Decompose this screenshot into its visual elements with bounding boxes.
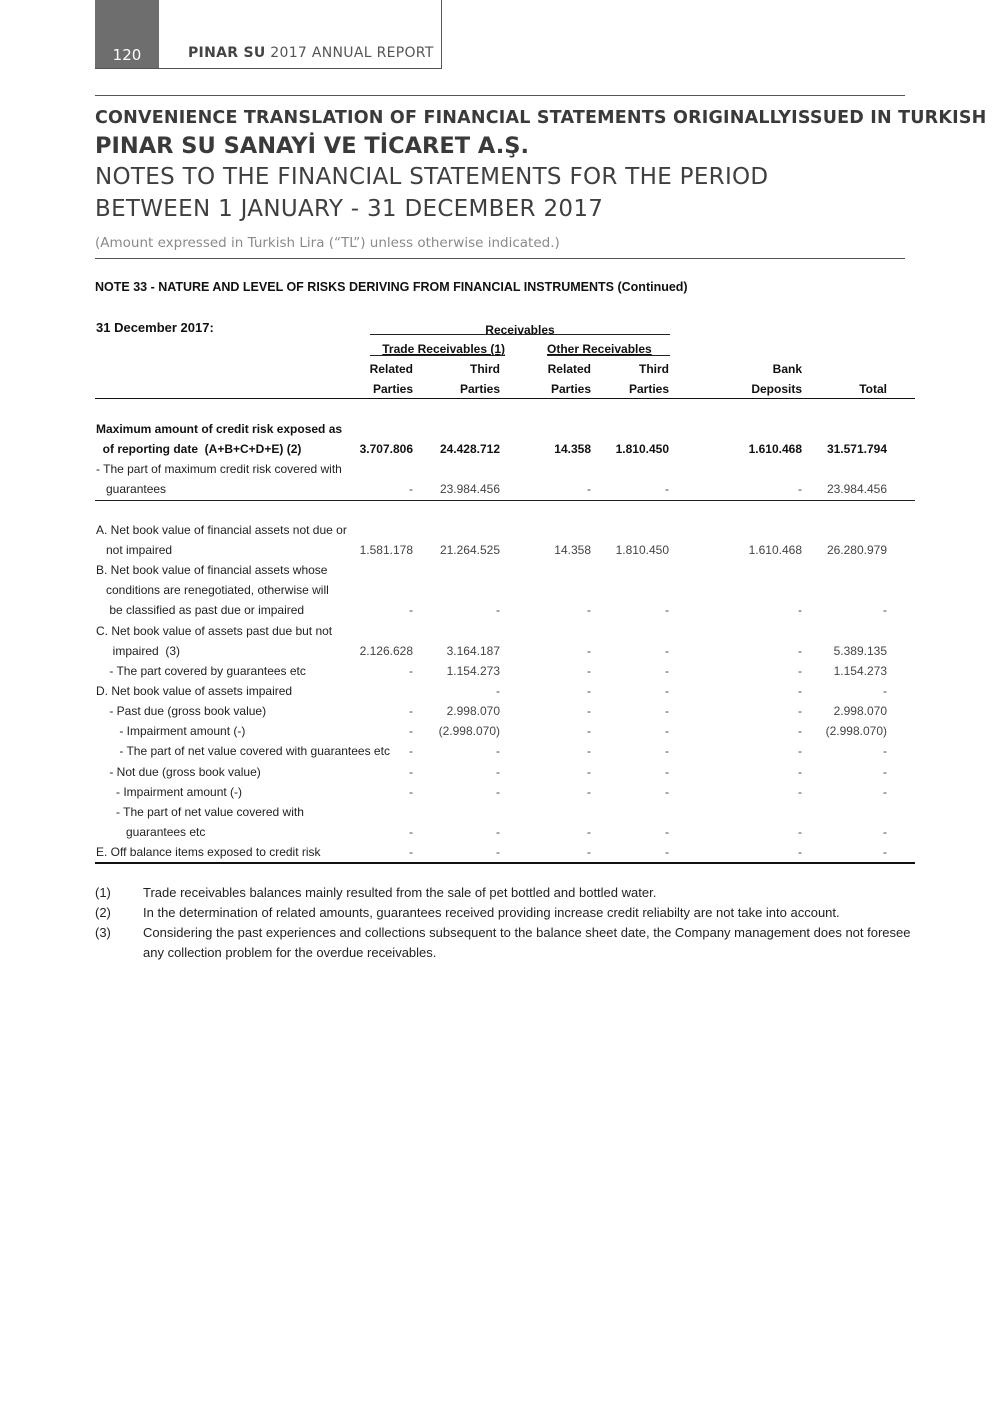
table-row bbox=[95, 782, 915, 802]
convenience-title: CONVENIENCE TRANSLATION OF FINANCIAL STATEMENTS ORIGINALLYISSUED IN TURKISH bbox=[95, 108, 987, 128]
company-name: PINAR SU SANAYİ VE TİCARET A.Ş. bbox=[95, 133, 530, 159]
row-value-col-0: - bbox=[409, 724, 413, 739]
report-name: 2017 ANNUAL REPORT bbox=[270, 45, 434, 61]
table-row bbox=[95, 822, 915, 842]
table-row bbox=[95, 701, 915, 721]
row-value-col-4: - bbox=[798, 704, 802, 719]
footnote-number: (1) bbox=[95, 885, 111, 900]
row-value-col-5: 5.389.135 bbox=[833, 643, 887, 658]
row-label: E. Off balance items exposed to credit risk bbox=[96, 845, 321, 860]
notes-title-line2: BETWEEN 1 JANUARY - 31 DECEMBER 2017 bbox=[95, 196, 604, 222]
row-label: - Not due (gross book value) bbox=[96, 764, 261, 779]
table-row bbox=[95, 540, 915, 560]
col-h2-4: Deposits bbox=[751, 382, 802, 396]
row-value-col-2: - bbox=[587, 724, 591, 739]
row-value-col-0: 2.126.628 bbox=[359, 643, 413, 658]
row-value-col-4: - bbox=[798, 482, 802, 497]
row-value-col-4: 1.610.468 bbox=[748, 442, 802, 457]
row-value-col-0: 1.581.178 bbox=[359, 542, 413, 557]
row-label: B. Net book value of financial assets whose bbox=[96, 563, 328, 578]
row-value-col-4: - bbox=[798, 724, 802, 739]
row-label: C. Net book value of assets past due but not bbox=[96, 623, 333, 638]
row-value-col-3: - bbox=[665, 744, 669, 759]
row-value-col-3: - bbox=[665, 663, 669, 678]
row-value-col-0: - bbox=[409, 603, 413, 618]
trade-receivables-header: Trade Receivables (1) bbox=[382, 342, 505, 356]
row-value-col-1: 3.164.187 bbox=[446, 643, 500, 658]
row-value-col-0: - bbox=[409, 845, 413, 860]
row-value-col-3: - bbox=[665, 724, 669, 739]
table-header-row-3 bbox=[95, 359, 915, 379]
row-value-col-0: - bbox=[409, 784, 413, 799]
row-value-col-5: - bbox=[883, 744, 887, 759]
col-h1-3: Third bbox=[639, 362, 669, 376]
row-value-col-2: - bbox=[587, 784, 591, 799]
note-title: NOTE 33 - NATURE AND LEVEL OF RISKS DERIVING FROM FINANCIAL INSTRUMENTS (Continued) bbox=[95, 280, 688, 294]
row-label: conditions are renegotiated, otherwise will bbox=[96, 583, 329, 598]
row-value-col-0: - bbox=[409, 825, 413, 839]
row-value-col-2: - bbox=[587, 704, 591, 719]
row-value-col-1: - bbox=[496, 845, 500, 860]
row-value-col-3: - bbox=[665, 482, 669, 497]
row-value-col-3: - bbox=[665, 704, 669, 719]
row-value-col-0: - bbox=[409, 744, 413, 759]
table-row bbox=[95, 621, 915, 641]
footnote-text: Considering the past experiences and collections subsequent to the balance sheet date, the Company management does not foresee any collection problem for the overdue receivables. bbox=[143, 925, 911, 960]
row-value-col-5: 31.571.794 bbox=[826, 442, 887, 457]
col-h1-4: Bank bbox=[772, 362, 802, 376]
table-header-row-2 bbox=[95, 339, 915, 359]
row-value-col-1: 23.984.456 bbox=[439, 482, 500, 497]
row-value-col-5: - bbox=[883, 683, 887, 698]
other-receivables-header: Other Receivables bbox=[547, 342, 652, 356]
row-value-col-2: - bbox=[587, 744, 591, 759]
table-row bbox=[95, 459, 915, 479]
footnote-text: Trade receivables balances mainly resulted from the sale of pet bottled and bottled water. bbox=[143, 885, 657, 900]
row-value-col-5: (2.998.070) bbox=[825, 724, 887, 739]
table-header-row-4 bbox=[95, 379, 915, 399]
row-value-col-3: 1.810.450 bbox=[615, 542, 669, 557]
row-value-col-1: - bbox=[496, 784, 500, 799]
row-value-col-1: - bbox=[496, 744, 500, 759]
row-label: - The part of maximum credit risk covered with bbox=[96, 462, 342, 477]
first-block-rule bbox=[95, 500, 915, 501]
col-h1-2: Related bbox=[547, 362, 591, 376]
table-header-row-1 bbox=[95, 318, 915, 338]
row-value-col-4: - bbox=[798, 784, 802, 799]
table-row bbox=[95, 802, 915, 822]
top-divider bbox=[95, 95, 905, 96]
row-label: - The part of net value covered with guarantees etc bbox=[96, 744, 390, 759]
col-h2-2: Parties bbox=[550, 382, 591, 396]
header-bottom-rule bbox=[95, 398, 915, 399]
row-value-col-2: 14.358 bbox=[554, 442, 591, 457]
row-value-col-5: - bbox=[883, 845, 887, 860]
table-row bbox=[95, 842, 915, 862]
row-value-col-3: - bbox=[665, 845, 669, 860]
row-value-col-4: - bbox=[798, 683, 802, 698]
col-h2-0: Parties bbox=[372, 382, 413, 396]
notes-title-line1: NOTES TO THE FINANCIAL STATEMENTS FOR THE PERIOD bbox=[95, 164, 769, 190]
row-value-col-3: - bbox=[665, 825, 669, 839]
col-h1-1: Third bbox=[470, 362, 500, 376]
table-row bbox=[95, 721, 915, 741]
row-value-col-1: 2.998.070 bbox=[446, 704, 500, 719]
row-value-col-4: 1.610.468 bbox=[748, 542, 802, 557]
brand-name: PINAR SU bbox=[188, 45, 266, 61]
row-label: be classified as past due or impaired bbox=[96, 603, 305, 618]
row-value-col-0: - bbox=[409, 704, 413, 719]
row-value-col-4: - bbox=[798, 603, 802, 618]
row-label: - Past due (gross book value) bbox=[96, 704, 267, 719]
row-value-col-1: - bbox=[496, 764, 500, 779]
row-label: of reporting date (A+B+C+D+E) (2) bbox=[96, 442, 302, 457]
col-h2-1: Parties bbox=[459, 382, 500, 396]
row-value-col-4: - bbox=[798, 845, 802, 860]
table-row bbox=[95, 560, 915, 580]
row-value-col-0: - bbox=[409, 663, 413, 678]
row-value-col-4: - bbox=[798, 764, 802, 779]
row-value-col-5: - bbox=[883, 784, 887, 799]
table-row bbox=[95, 479, 915, 499]
row-value-col-5: 1.154.273 bbox=[833, 663, 887, 678]
row-label: not impaired bbox=[96, 542, 173, 557]
row-value-col-1: 21.264.525 bbox=[439, 542, 500, 557]
row-value-col-1: - bbox=[496, 683, 500, 698]
table-row bbox=[95, 681, 915, 701]
row-label: - The part of net value covered with bbox=[96, 804, 304, 819]
row-label: Maximum amount of credit risk exposed as bbox=[96, 422, 343, 436]
footnote-text: In the determination of related amounts, guarantees received providing increase credit reliabilty are not take into account. bbox=[143, 905, 840, 920]
table-row bbox=[95, 661, 915, 681]
row-value-col-3: - bbox=[665, 764, 669, 779]
row-value-col-2: - bbox=[587, 603, 591, 618]
page-number: 120 bbox=[95, 0, 159, 68]
row-label: guarantees etc bbox=[96, 825, 206, 839]
table-row bbox=[95, 641, 915, 661]
amount-note: (Amount expressed in Turkish Lira (“TL”) unless otherwise indicated.) bbox=[95, 235, 560, 251]
row-value-col-5: - bbox=[883, 825, 887, 839]
row-value-col-3: - bbox=[665, 603, 669, 618]
row-value-col-0: - bbox=[409, 482, 413, 497]
row-value-col-2: - bbox=[587, 825, 591, 839]
table-row bbox=[95, 741, 915, 761]
trade-receivables-underline bbox=[370, 355, 505, 356]
col-h2-3: Parties bbox=[628, 382, 669, 396]
row-value-col-5: 23.984.456 bbox=[826, 482, 887, 497]
col-h1-0: Related bbox=[369, 362, 413, 376]
table-bottom-rule bbox=[95, 862, 915, 864]
table-row bbox=[95, 762, 915, 782]
row-value-col-5: - bbox=[883, 603, 887, 618]
row-label: - Impairment amount (-) bbox=[96, 784, 243, 799]
table-row bbox=[95, 439, 915, 459]
receivables-header: Receivables bbox=[485, 323, 555, 337]
footnote-number: (2) bbox=[95, 905, 111, 920]
row-label: - The part covered by guarantees etc bbox=[96, 663, 306, 678]
table-row bbox=[95, 500, 915, 520]
row-value-col-3: - bbox=[665, 683, 669, 698]
table-row bbox=[95, 600, 915, 620]
col-h2-5: Total bbox=[859, 382, 887, 396]
report-title bbox=[188, 45, 434, 61]
row-value-col-1: - bbox=[496, 603, 500, 618]
row-value-col-2: - bbox=[587, 845, 591, 860]
row-label: A. Net book value of financial assets not due or bbox=[96, 522, 347, 537]
footnote-number: (3) bbox=[95, 925, 111, 940]
row-value-col-3: - bbox=[665, 643, 669, 658]
date-label: 31 December 2017: bbox=[96, 320, 214, 335]
row-value-col-4: - bbox=[798, 663, 802, 678]
row-value-col-2: - bbox=[587, 482, 591, 497]
row-value-col-2: 14.358 bbox=[554, 542, 591, 557]
row-value-col-2: - bbox=[587, 683, 591, 698]
title-divider bbox=[95, 258, 905, 259]
table-row bbox=[95, 520, 915, 540]
other-receivables-underline bbox=[547, 355, 670, 356]
table-row bbox=[95, 580, 915, 600]
row-value-col-1: (2.998.070) bbox=[438, 724, 500, 739]
receivables-underline bbox=[370, 334, 670, 335]
row-label: D. Net book value of assets impaired bbox=[96, 683, 293, 698]
row-value-col-3: - bbox=[665, 784, 669, 799]
row-value-col-5: - bbox=[883, 764, 887, 779]
row-value-col-1: 24.428.712 bbox=[439, 442, 500, 457]
table-row bbox=[95, 419, 915, 439]
row-value-col-4: - bbox=[798, 744, 802, 759]
row-value-col-5: 26.280.979 bbox=[826, 542, 887, 557]
row-label: - Impairment amount (-) bbox=[96, 724, 246, 739]
row-value-col-4: - bbox=[798, 825, 802, 839]
row-value-col-0: - bbox=[409, 764, 413, 779]
row-label: guarantees bbox=[96, 482, 167, 497]
row-value-col-3: 1.810.450 bbox=[615, 442, 669, 457]
row-value-col-1: - bbox=[496, 825, 500, 839]
row-value-col-0: 3.707.806 bbox=[359, 442, 413, 457]
row-value-col-2: - bbox=[587, 663, 591, 678]
row-value-col-2: - bbox=[587, 764, 591, 779]
row-value-col-4: - bbox=[798, 643, 802, 658]
row-value-col-1: 1.154.273 bbox=[446, 663, 500, 678]
row-value-col-5: 2.998.070 bbox=[833, 704, 887, 719]
row-label: impaired (3) bbox=[96, 643, 181, 658]
row-value-col-2: - bbox=[587, 643, 591, 658]
